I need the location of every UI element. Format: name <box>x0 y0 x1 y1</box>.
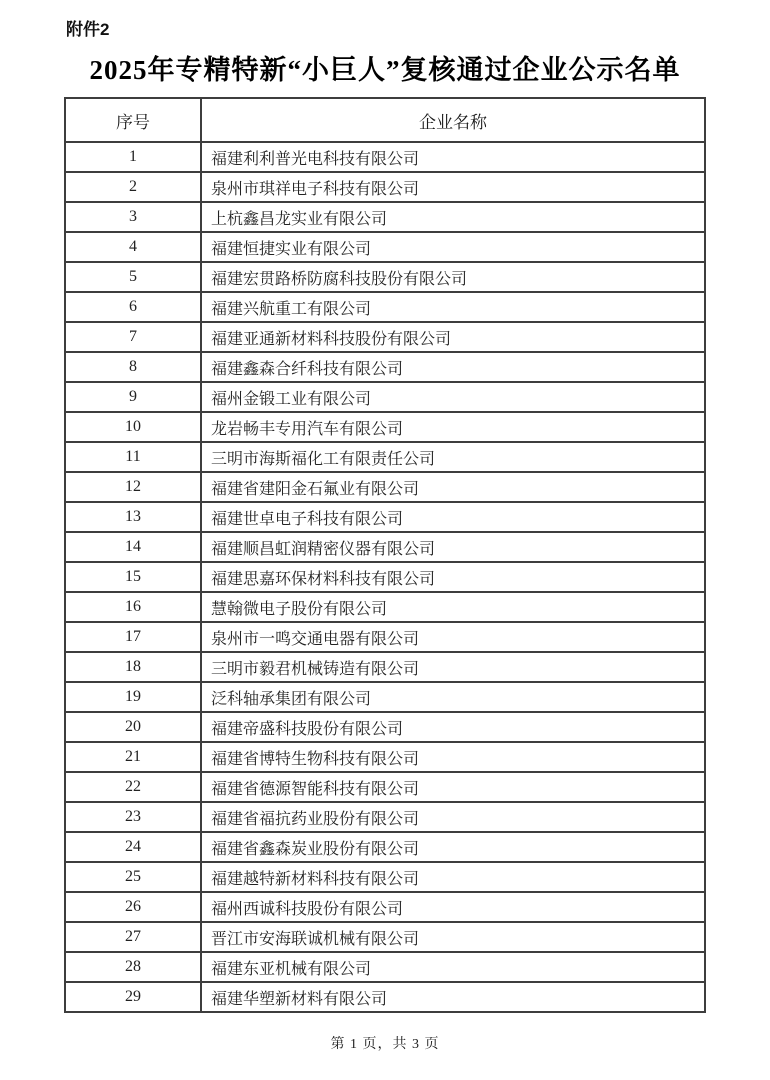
row-number: 26 <box>65 892 201 922</box>
table-row <box>65 592 705 622</box>
company-name: 福建省德源智能科技有限公司 <box>201 772 705 802</box>
row-number: 8 <box>65 352 201 382</box>
row-number: 19 <box>65 682 201 712</box>
company-table <box>64 97 706 1013</box>
table-row <box>65 442 705 472</box>
company-name: 福建世卓电子科技有限公司 <box>201 502 705 532</box>
table-row <box>65 832 705 862</box>
table-row <box>65 412 705 442</box>
table-row <box>65 532 705 562</box>
row-number: 6 <box>65 292 201 322</box>
column-header-name: 企业名称 <box>201 98 705 142</box>
table-row <box>65 202 705 232</box>
row-number: 18 <box>65 652 201 682</box>
table-row <box>65 862 705 892</box>
attachment-label: 附件2 <box>66 20 110 39</box>
company-name: 福建帝盛科技股份有限公司 <box>201 712 705 742</box>
table-row <box>65 622 705 652</box>
row-number: 23 <box>65 802 201 832</box>
row-number: 16 <box>65 592 201 622</box>
row-number: 2 <box>65 172 201 202</box>
table-row <box>65 322 705 352</box>
company-name: 龙岩畅丰专用汽车有限公司 <box>201 412 705 442</box>
company-name: 福建华塑新材料有限公司 <box>201 982 705 1012</box>
table-row <box>65 922 705 952</box>
row-number: 1 <box>65 142 201 172</box>
table-row <box>65 142 705 172</box>
row-number: 28 <box>65 952 201 982</box>
company-name: 福建利利普光电科技有限公司 <box>201 142 705 172</box>
table-row <box>65 712 705 742</box>
table-row <box>65 382 705 412</box>
column-header-no: 序号 <box>65 98 201 142</box>
company-name: 福建恒捷实业有限公司 <box>201 232 705 262</box>
company-name: 福建顺昌虹润精密仪器有限公司 <box>201 532 705 562</box>
company-name: 福建省福抗药业股份有限公司 <box>201 802 705 832</box>
company-name: 泉州市琪祥电子科技有限公司 <box>201 172 705 202</box>
company-name: 福州金锻工业有限公司 <box>201 382 705 412</box>
row-number: 22 <box>65 772 201 802</box>
company-name: 福建省博特生物科技有限公司 <box>201 742 705 772</box>
row-number: 21 <box>65 742 201 772</box>
row-number: 9 <box>65 382 201 412</box>
row-number: 5 <box>65 262 201 292</box>
row-number: 29 <box>65 982 201 1012</box>
table-row <box>65 562 705 592</box>
table-row <box>65 892 705 922</box>
company-name: 慧翰微电子股份有限公司 <box>201 592 705 622</box>
row-number: 25 <box>65 862 201 892</box>
company-name: 上杭鑫昌龙实业有限公司 <box>201 202 705 232</box>
table-row <box>65 952 705 982</box>
company-name: 福建东亚机械有限公司 <box>201 952 705 982</box>
page-indicator: 第 1 页，共 3 页 <box>330 1037 440 1052</box>
row-number: 7 <box>65 322 201 352</box>
company-name: 福建宏贯路桥防腐科技股份有限公司 <box>201 262 705 292</box>
company-name: 泉州市一鸣交通电器有限公司 <box>201 622 705 652</box>
row-number: 10 <box>65 412 201 442</box>
table-row <box>65 802 705 832</box>
table-row <box>65 352 705 382</box>
table-row <box>65 292 705 322</box>
company-name: 福建省建阳金石氟业有限公司 <box>201 472 705 502</box>
row-number: 15 <box>65 562 201 592</box>
row-number: 3 <box>65 202 201 232</box>
table-row <box>65 502 705 532</box>
table-row <box>65 262 705 292</box>
row-number: 12 <box>65 472 201 502</box>
row-number: 17 <box>65 622 201 652</box>
company-name: 三明市海斯福化工有限责任公司 <box>201 442 705 472</box>
company-name: 福州西诚科技股份有限公司 <box>201 892 705 922</box>
table-body <box>65 142 705 1012</box>
company-name: 福建越特新材料科技有限公司 <box>201 862 705 892</box>
table-row <box>65 652 705 682</box>
row-number: 27 <box>65 922 201 952</box>
table-row <box>65 742 705 772</box>
row-number: 24 <box>65 832 201 862</box>
row-number: 11 <box>65 442 201 472</box>
company-name: 泛科轴承集团有限公司 <box>201 682 705 712</box>
table-row <box>65 172 705 202</box>
company-name: 三明市毅君机械铸造有限公司 <box>201 652 705 682</box>
table-row <box>65 682 705 712</box>
row-number: 4 <box>65 232 201 262</box>
table-row <box>65 472 705 502</box>
table-row <box>65 982 705 1012</box>
company-name: 福建兴航重工有限公司 <box>201 292 705 322</box>
row-number: 13 <box>65 502 201 532</box>
company-name: 福建亚通新材料科技股份有限公司 <box>201 322 705 352</box>
page-title: 2025年专精特新“小巨人”复核通过企业公示名单 <box>89 55 681 85</box>
table-row <box>65 772 705 802</box>
row-number: 14 <box>65 532 201 562</box>
table-row <box>65 232 705 262</box>
company-name: 福建鑫森合纤科技有限公司 <box>201 352 705 382</box>
company-name: 福建思嘉环保材料科技有限公司 <box>201 562 705 592</box>
company-name: 晋江市安海联诚机械有限公司 <box>201 922 705 952</box>
row-number: 20 <box>65 712 201 742</box>
table-header-row <box>65 98 705 142</box>
company-name: 福建省鑫森炭业股份有限公司 <box>201 832 705 862</box>
